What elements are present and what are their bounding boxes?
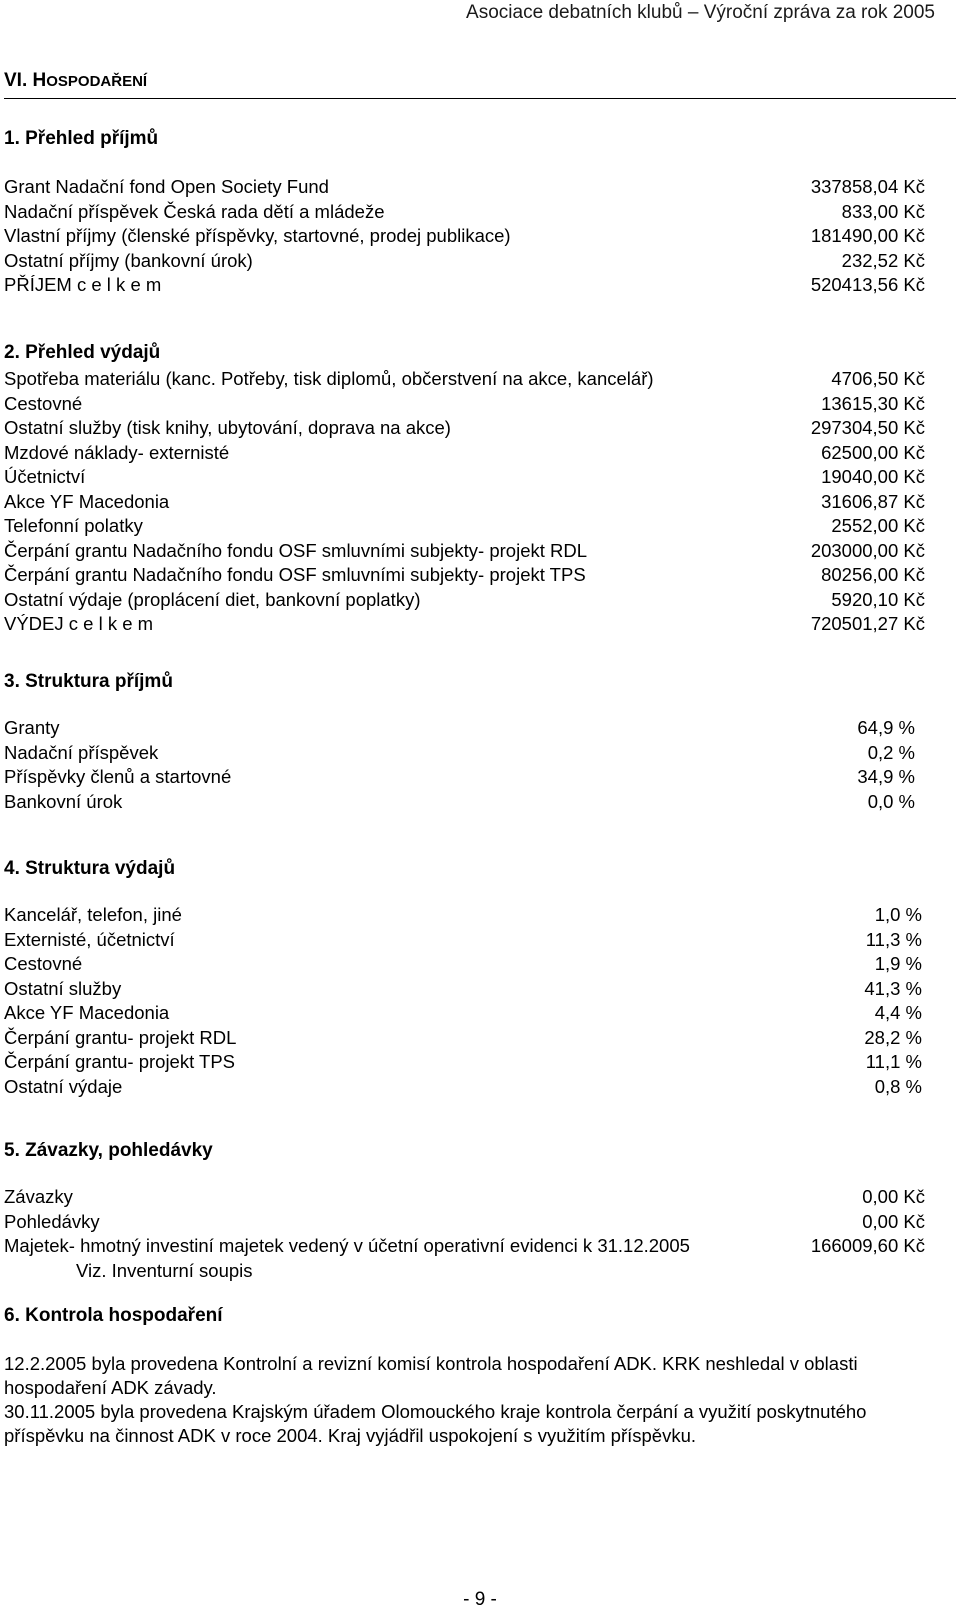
row-label: Čerpání grantu Nadačního fondu OSF smluvními subjekty- projekt RDL bbox=[4, 539, 588, 561]
row-label: Bankovní úrok bbox=[4, 790, 123, 812]
section-vydaje bbox=[4, 341, 925, 637]
row-value: 297304,50 Kč bbox=[810, 417, 925, 438]
row-value: 0,00 Kč bbox=[862, 1186, 925, 1207]
table-row bbox=[4, 612, 925, 637]
table-row bbox=[4, 741, 915, 766]
table-row bbox=[4, 249, 925, 274]
table-row bbox=[4, 367, 925, 392]
section-struktura-vydaju bbox=[4, 857, 922, 1099]
row-value: 11,1 % bbox=[865, 1051, 922, 1072]
row-value: 833,00 Kč bbox=[841, 200, 925, 222]
row-label: Cestovné bbox=[4, 392, 83, 414]
table-row bbox=[4, 1234, 925, 1259]
section-title: 3. Struktura příjmů bbox=[4, 671, 173, 692]
section-zavazky bbox=[4, 1139, 925, 1283]
row-label: Ostatní příjmy (bankovní úrok) bbox=[4, 249, 253, 271]
section-title: 5. Závazky, pohledávky bbox=[4, 1140, 213, 1161]
row-label: Akce YF Macedonia bbox=[4, 1002, 170, 1023]
table-row bbox=[4, 903, 922, 928]
row-label: Závazky bbox=[4, 1186, 73, 1207]
table-row bbox=[4, 1185, 925, 1210]
table-row bbox=[4, 952, 922, 977]
row-value: 0,0 % bbox=[867, 790, 915, 812]
table-row bbox=[4, 1075, 922, 1100]
table-row bbox=[4, 514, 925, 539]
table-row bbox=[4, 273, 925, 298]
row-label: Čerpání grantu- projekt RDL bbox=[4, 1026, 237, 1048]
section-title: 1. Přehled příjmů bbox=[4, 128, 159, 149]
row-value: 5920,10 Kč bbox=[831, 588, 925, 610]
row-label: Čerpání grantu Nadačního fondu OSF smluvními subjekty- projekt TPS bbox=[4, 564, 586, 585]
row-label: Nadační příspěvek bbox=[4, 741, 159, 763]
table-row bbox=[4, 200, 925, 225]
page-number: - 9 - bbox=[463, 1589, 497, 1610]
control-paragraph-2: 30.11.2005 byla provedena Krajským úřadem Olomouckého kraje kontrola čerpání a využití poskytnutého příspěvku na činnost ADK v roce 2004. Kraj vyjádřil uspokojení s využitím příspěvku. bbox=[4, 1401, 867, 1446]
row-value: 13615,30 Kč bbox=[821, 392, 925, 414]
row-label: Ostatní služby bbox=[4, 977, 122, 999]
section-title: 2. Přehled výdajů bbox=[4, 342, 161, 363]
table-row bbox=[4, 175, 925, 200]
section-prijmy bbox=[4, 127, 925, 298]
table-row bbox=[4, 392, 925, 417]
table-row bbox=[4, 928, 922, 953]
row-label: PŘÍJEM c e l k e m bbox=[4, 274, 162, 295]
row-label: Ostatní výdaje bbox=[4, 1075, 123, 1097]
income-list bbox=[4, 175, 925, 298]
row-value: 28,2 % bbox=[864, 1026, 922, 1048]
table-row bbox=[4, 224, 925, 249]
row-label: Majetek- hmotný investiní majetek vedený v účetní operativní evidenci k 31.12.2005 bbox=[4, 1235, 690, 1256]
inventory-note: Viz. Inventurní soupis bbox=[76, 1259, 253, 1281]
chapter-rest: OSPODAŘENÍ bbox=[46, 73, 148, 90]
table-row bbox=[4, 465, 925, 490]
row-label: Kancelář, telefon, jiné bbox=[4, 904, 182, 925]
row-value: 41,3 % bbox=[864, 977, 922, 999]
section-struktura-prijmu bbox=[4, 670, 915, 814]
row-label: Pohledávky bbox=[4, 1210, 100, 1232]
section-title: 6. Kontrola hospodaření bbox=[4, 1305, 223, 1326]
row-label: Granty bbox=[4, 717, 60, 738]
row-value: 720501,27 Kč bbox=[810, 613, 925, 634]
table-row bbox=[4, 1210, 925, 1235]
row-value: 203000,00 Kč bbox=[810, 539, 925, 561]
expense-structure-list bbox=[4, 903, 922, 1099]
table-row bbox=[4, 588, 925, 613]
row-value: 1,0 % bbox=[874, 904, 922, 925]
section-kontrola bbox=[4, 1304, 940, 1448]
table-row bbox=[4, 416, 925, 441]
liabilities-list bbox=[4, 1185, 925, 1259]
row-value: 166009,60 Kč bbox=[810, 1235, 925, 1256]
row-label: Spotřeba materiálu (kanc. Potřeby, tisk diplomů, občerstvení na akce, kancelář) bbox=[4, 368, 654, 389]
row-label: Čerpání grantu- projekt TPS bbox=[4, 1051, 236, 1072]
row-value: 1,9 % bbox=[874, 953, 922, 974]
row-value: 4706,50 Kč bbox=[831, 368, 925, 389]
row-label: Nadační příspěvek Česká rada dětí a mládeže bbox=[4, 200, 385, 222]
table-row bbox=[4, 1001, 922, 1026]
row-label: Ostatní výdaje (proplácení diet, bankovní poplatky) bbox=[4, 588, 421, 610]
chapter-prefix: VI. H bbox=[4, 70, 47, 91]
row-value: 34,9 % bbox=[857, 766, 915, 787]
row-value: 80256,00 Kč bbox=[821, 564, 925, 585]
row-label: Telefonní polatky bbox=[4, 515, 143, 536]
row-label: Akce YF Macedonia bbox=[4, 490, 170, 512]
inventory-note-row bbox=[4, 1259, 925, 1284]
control-paragraph-1: 12.2.2005 byla provedena Kontrolní a revizní komisí kontrola hospodaření ADK. KRK neshledal v oblasti hospodaření ADK závady. bbox=[4, 1353, 858, 1398]
row-label: VÝDEJ c e l k e m bbox=[4, 613, 154, 634]
row-label: Vlastní příjmy (členské příspěvky, startovné, prodej publikace) bbox=[4, 225, 511, 246]
row-value: 11,3 % bbox=[865, 928, 922, 950]
row-value: 62500,00 Kč bbox=[821, 441, 925, 463]
row-label: Grant Nadační fond Open Society Fund bbox=[4, 176, 329, 197]
row-value: 64,9 % bbox=[857, 717, 915, 738]
table-row bbox=[4, 977, 922, 1002]
chapter-heading bbox=[4, 70, 956, 99]
table-row bbox=[4, 441, 925, 466]
row-value: 0,8 % bbox=[874, 1075, 922, 1097]
table-row bbox=[4, 1050, 922, 1075]
row-value: 4,4 % bbox=[874, 1002, 922, 1023]
row-label: Příspěvky členů a startovné bbox=[4, 766, 232, 787]
table-row bbox=[4, 716, 915, 741]
table-row bbox=[4, 539, 925, 564]
row-value: 520413,56 Kč bbox=[810, 274, 925, 295]
table-row bbox=[4, 790, 915, 815]
table-row bbox=[4, 1026, 922, 1051]
row-value: 31606,87 Kč bbox=[821, 490, 925, 512]
row-label: Cestovné bbox=[4, 953, 83, 974]
table-row bbox=[4, 563, 925, 588]
row-label: Účetnictví bbox=[4, 466, 86, 487]
row-label: Ostatní služby (tisk knihy, ubytování, doprava na akce) bbox=[4, 417, 451, 438]
running-header: Asociace debatních klubů – Výroční zpráva za rok 2005 bbox=[466, 2, 935, 23]
row-value: 19040,00 Kč bbox=[821, 466, 925, 487]
row-value: 337858,04 Kč bbox=[810, 176, 925, 197]
row-value: 0,00 Kč bbox=[862, 1210, 925, 1232]
table-row bbox=[4, 490, 925, 515]
expense-list bbox=[4, 367, 925, 637]
table-row bbox=[4, 765, 915, 790]
row-value: 2552,00 Kč bbox=[831, 515, 925, 536]
row-value: 0,2 % bbox=[867, 741, 915, 763]
income-structure-list bbox=[4, 716, 915, 814]
row-label: Externisté, účetnictví bbox=[4, 928, 175, 950]
row-value: 181490,00 Kč bbox=[810, 225, 925, 246]
row-value: 232,52 Kč bbox=[841, 249, 925, 271]
row-label: Mzdové náklady- externisté bbox=[4, 441, 230, 463]
section-title: 4. Struktura výdajů bbox=[4, 858, 176, 879]
